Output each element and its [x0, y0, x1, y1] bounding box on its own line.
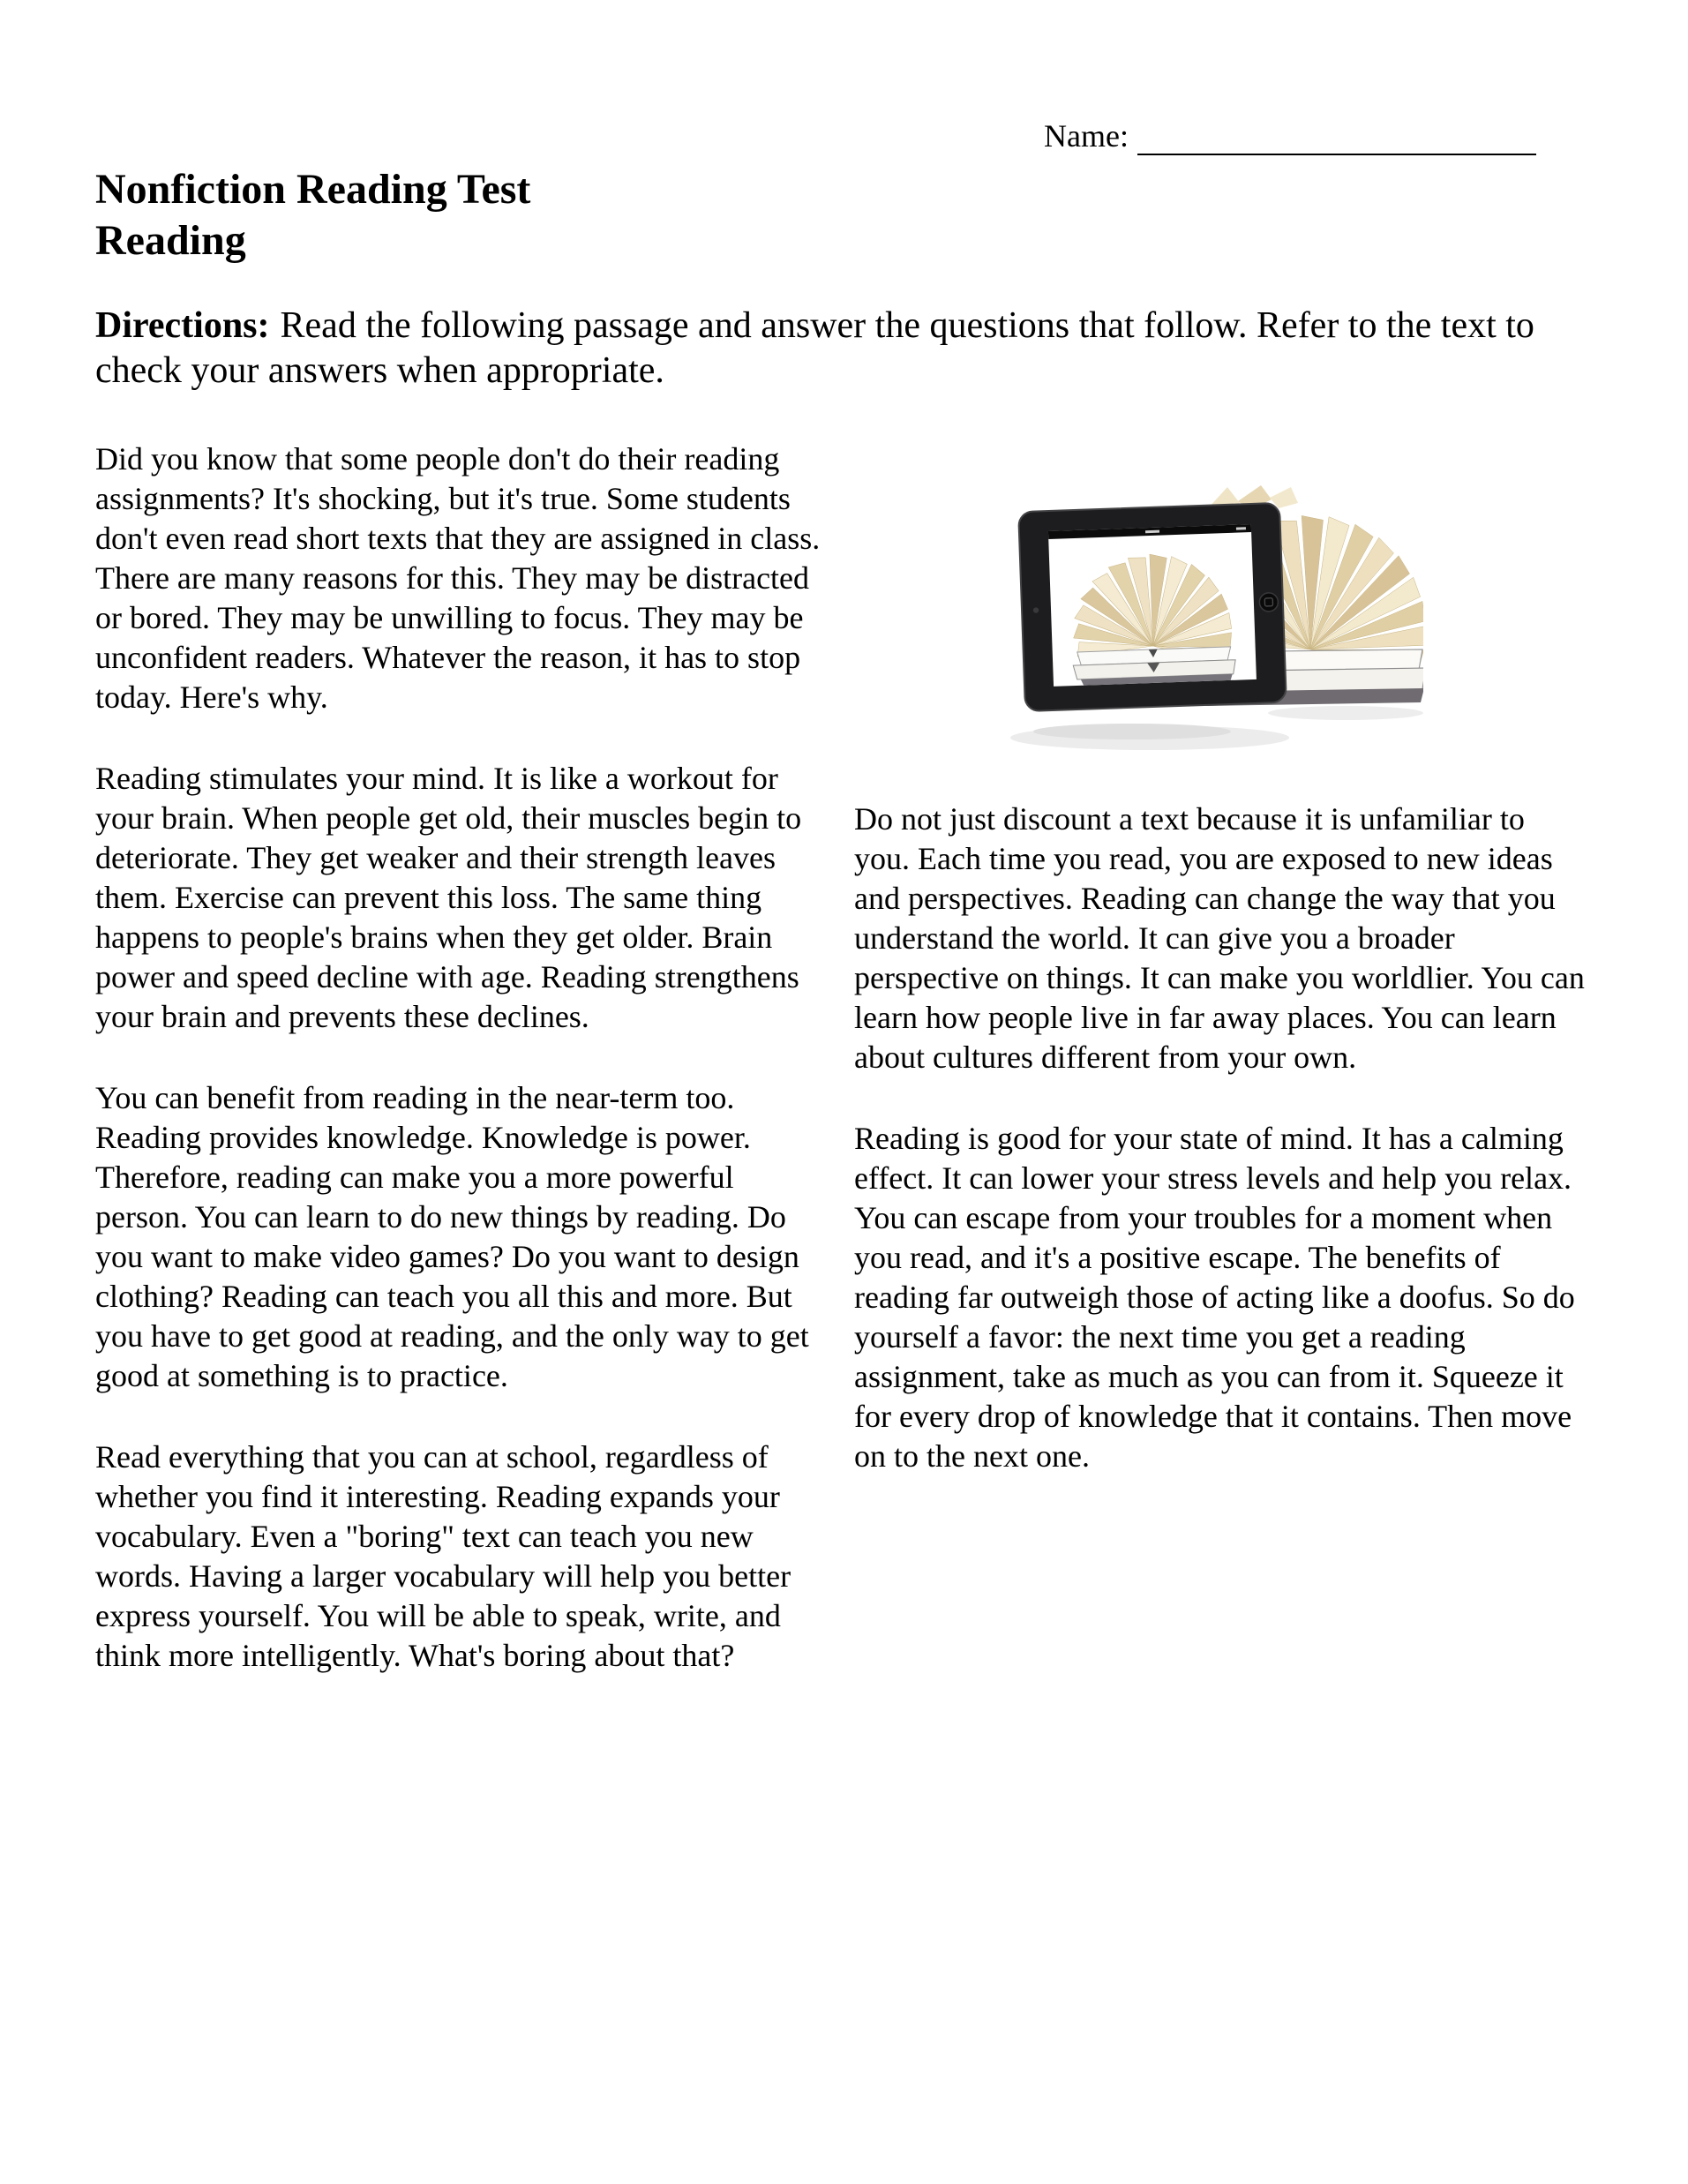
passage-paragraph: Reading stimulates your mind. It is like a workout for your brain. When people get old, their muscles begin to deteriorate. They get weaker and their strength leaves them. Exercise can prevent this loss. The same thing happens to people's brains when they get older. Brain power and speed decline with age. Reading strengthens your brain and prevents these declines.	[95, 761, 802, 1034]
page-title: Nonfiction Reading Test	[95, 166, 531, 213]
right-column	[854, 439, 1585, 1717]
name-blank-line[interactable]	[1137, 124, 1536, 155]
name-label: Name:	[1044, 118, 1129, 154]
directions	[95, 304, 1569, 394]
left-column	[95, 439, 826, 1717]
tablet	[1018, 503, 1287, 711]
name-row	[95, 116, 1585, 155]
title-block	[95, 164, 1585, 266]
home-button-icon	[1259, 592, 1279, 612]
directions-label: Directions:	[95, 305, 270, 346]
passage-paragraph: Reading is good for your state of mind. It has a calming effect. It can lower your stress levels and help you relax. You can escape from your troubles for a moment when you read, and it's a positive escape. The benefits of reading far outweigh those of acting like a doofus. So do yourself a favor: the next time you get a reading assignment, take as much as you can from it. Squeeze it for every drop of knowledge that it contains. Then move on to the next one.	[854, 1121, 1575, 1474]
directions-text: Read the following passage and answer the questions that follow. Refer to the text to check your answers when appropriate.	[95, 305, 1534, 391]
page-subtitle: Reading	[95, 217, 246, 264]
photo-shadow	[1010, 706, 1423, 750]
passage-paragraph: Read everything that you can at school, regardless of whether you find it interesting. Reading expands your vocabulary. Even a "boring" text can teach you new words. Having a larger vocabulary will help you better express yourself. You will be able to speak, write, and think more intelligently. What's boring about that?	[95, 1439, 791, 1673]
passage-paragraph: Did you know that some people don't do their reading assignments? It's shocking, but it's true. Some students don't even read short texts that they are assigned in class. There are many reasons for this. They may be distracted or bored. They may be unwilling to focus. They may be unconfident readers. Whatever the reason, it has to stop today. Here's why.	[95, 441, 821, 715]
passage-paragraph: Do not just discount a text because it is unfamiliar to you. Each time you read, you are exposed to new ideas and perspectives. Reading can change the way that you understand the world. It can give you a broader perspective on things. It can make you worldlier. You can learn how people live in far away places. You can learn about cultures different from your own.	[854, 801, 1585, 1075]
passage-paragraph: You can benefit from reading in the near-term too. Reading provides knowledge. Knowledge is power. Therefore, reading can make you a more powerful person. You can learn to do new things by reading. Do you want to make video games? Do you want to design clothing? Reading can teach you all this and more. But you have to get good at reading, and the only way to get good at something is to practice.	[95, 1080, 809, 1393]
passage-columns	[95, 439, 1585, 1717]
tablet-book-photo	[1000, 477, 1423, 777]
